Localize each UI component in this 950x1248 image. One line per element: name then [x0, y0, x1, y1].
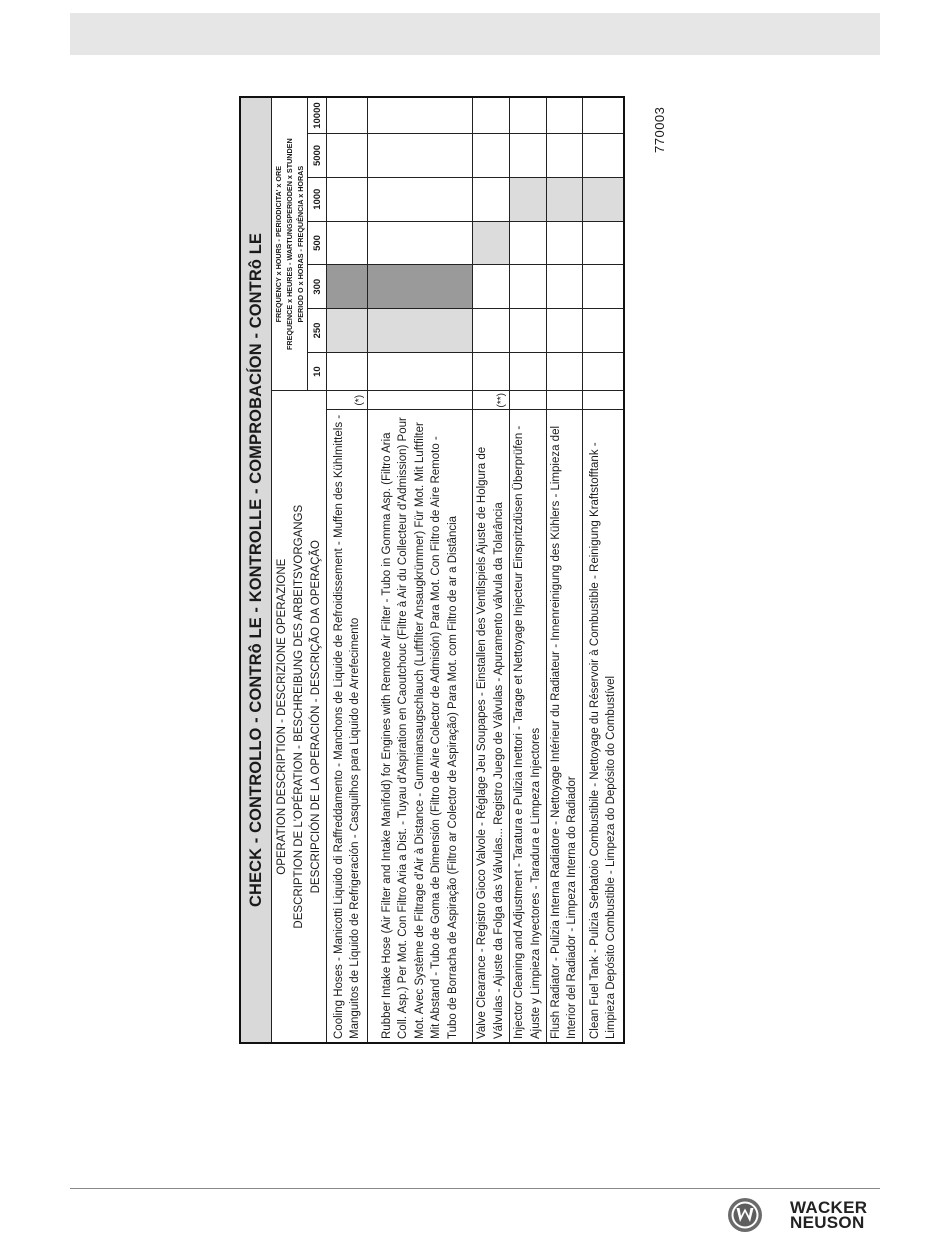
table-row: [472, 97, 509, 1043]
frequency-cell: [583, 265, 624, 309]
footnote-marker: (*): [327, 391, 368, 410]
frequency-cell: [368, 97, 473, 134]
operation-header: [272, 391, 327, 1043]
frequency-cell: [583, 352, 624, 391]
frequency-column: 300: [308, 265, 327, 309]
footer-divider: [70, 1188, 880, 1189]
frequency-header-line: PERIOD O x HORAS - FREQUÊNCIA x HORAS: [296, 165, 306, 323]
frequency-cell: [368, 309, 473, 353]
frequency-cell: [327, 97, 368, 134]
operation-description: Flush Radiator - Pulizia Interna Radiatore - Nettoyage Intérieur du Radiateur - Innenreinigung des Kühlers - Limpieza del Interior del Radiador - Limpeza Interna do Radiador: [546, 410, 583, 1043]
footnote-marker: (**): [472, 391, 509, 410]
frequency-cell: [509, 221, 546, 265]
brand-line-1: WACKER: [790, 1198, 868, 1217]
frequency-cell: [546, 134, 583, 178]
operation-description: Injector Cleaning and Adjustment - Taratura e Pulizia Inettori - Tarage et Nettoyage Injecteur Einspritzdüsen Überprüfen - Ajuste y Limpieza Inyectores - Taradura e Limpeza Injectores: [509, 410, 546, 1043]
frequency-cell: [472, 97, 509, 134]
frequency-column: 10: [308, 352, 327, 391]
wacker-neuson-logo-icon: [727, 1197, 763, 1233]
maintenance-schedule-table: [239, 96, 625, 1044]
frequency-cell: [472, 177, 509, 221]
frequency-cell: [368, 134, 473, 178]
operation-header-line: DESCRIPTION DE L'OPÉRATION - BESCHREIBUNG DES ARBEITSVORGANGS: [292, 504, 305, 929]
frequency-cell: [509, 309, 546, 353]
frequency-cell: [368, 352, 473, 391]
frequency-cell: [327, 221, 368, 265]
frequency-cell: [472, 265, 509, 309]
frequency-cell: [327, 265, 368, 309]
maintenance-table-rotated: [239, 96, 625, 1044]
operation-description: Rubber Intake Hose (Air Filter and Intake Manifold) for Engines with Remote Air Filter - Tubo in Gomma Asp. (Filtro Aria Coll. Asp.) Per Mot. Con Filtro Aria a Dist. - Tuyau d'Aspiration en Caoutchouc (Filtre à Air du Collecteur d'Admission) Pour Mot. Avec Système de Filtrage d'Air à Distance - Gummiansaugschlauch (Luftfilter Ansaugkrümmer) Für Mot. Mit Luftfilter Mit Abstand - Tubo de Goma de Dimensión (Filtro de Aire Colector de Admisión) Para Mot. Con Filtro de Aire Remoto - Tubo de Borracha de Aspiração (Filtro ar Colector de Aspiração) Para Mot. com Filtro de ar a Distância: [368, 410, 473, 1043]
schedule-rows: [327, 97, 624, 1043]
table-row: [368, 97, 473, 1043]
operation-header-line: DESCRIPCIÓN DE LA OPERACIÓN - DESCRIÇÃO DA OPERAÇÃO: [309, 540, 322, 894]
frequency-header-line: FREQUENCY x HOURS - PERIODICITA' x ORE: [274, 165, 284, 323]
frequency-cell: [472, 134, 509, 178]
frequency-cell: [583, 221, 624, 265]
frequency-cell: [368, 265, 473, 309]
frequency-header-line: FREQUENCE x HEURES - WARTUNGSPERIODEN x STUNDEN: [285, 138, 295, 351]
frequency-cell: [509, 177, 546, 221]
frequency-cell: [546, 309, 583, 353]
operation-description: Clean Fuel Tank - Pulizia Serbatoio Combustibile - Nettoyage du Réservoir à Combustible - Reinigung Kraftstofftank - Limpieza Depósito Combustible - Limpeza do Depósito do Combustível: [583, 410, 624, 1043]
frequency-cell: [546, 265, 583, 309]
document-number-text: 770003: [652, 106, 667, 153]
frequency-cell: [327, 134, 368, 178]
frequency-cell: [546, 97, 583, 134]
frequency-cell: [583, 309, 624, 353]
frequency-column: 5000: [308, 134, 327, 178]
table-row: [327, 97, 368, 1043]
footnote-marker: [509, 391, 546, 410]
frequency-cell: [583, 134, 624, 178]
frequency-cell: [472, 309, 509, 353]
frequency-cell: [546, 352, 583, 391]
operation-description: Cooling Hoses - Manicotti Liquido di Raffreddamento - Manchons de Liquide de Refroidissement - Muffen des Kühlmittels - Manguitos de Líquido de Refrigeración - Casquilhos para Liquido de Arrefecimento: [327, 410, 368, 1043]
frequency-cell: [583, 97, 624, 134]
frequency-cell: [509, 134, 546, 178]
frequency-cell: [327, 309, 368, 353]
table-row: [546, 97, 583, 1043]
frequency-cell: [509, 97, 546, 134]
frequency-column: 10000: [308, 97, 327, 134]
header-band: [70, 13, 880, 55]
frequency-cell: [509, 265, 546, 309]
frequency-column: 250: [308, 309, 327, 353]
document-number: [630, 103, 690, 163]
table-title: CHECK - CONTROLLO - CONTRô LE - KONTROLLE - COMPROBACÍON - CONTRô LE: [240, 97, 272, 1043]
footnote-marker: [546, 391, 583, 410]
table-row: [583, 97, 624, 1043]
frequency-column: 500: [308, 221, 327, 265]
table-row: [509, 97, 546, 1043]
frequency-cell: [472, 352, 509, 391]
frequency-header: [272, 97, 308, 391]
frequency-cell: [546, 177, 583, 221]
operation-header-line: OPERATION DESCRIPTION - DESCRIZIONE OPERAZIONE: [275, 558, 288, 875]
frequency-column: 1000: [308, 177, 327, 221]
frequency-cell: [368, 221, 473, 265]
operation-description: Valve Clearance - Registro Gioco Valvole - Réglage Jeu Soupapes - Einstallen des Ventilspiels Ajuste de Holgura de Válvulas - Ajuste da Folga das Válvulas... Registro Juego de Válvulas - Apuramento válvula da Tolarância: [472, 410, 509, 1043]
frequency-cell: [327, 352, 368, 391]
brand-line-2: NEUSON: [790, 1213, 865, 1232]
footnote-marker: [368, 391, 473, 410]
frequency-cell: [583, 177, 624, 221]
footnote-marker: [583, 391, 624, 410]
frequency-cell: [546, 221, 583, 265]
brand-wordmark: [790, 1200, 867, 1230]
frequency-cell: [509, 352, 546, 391]
maintenance-table-container: [239, 96, 625, 1044]
frequency-cell: [368, 177, 473, 221]
frequency-cell: [472, 221, 509, 265]
frequency-cell: [327, 177, 368, 221]
